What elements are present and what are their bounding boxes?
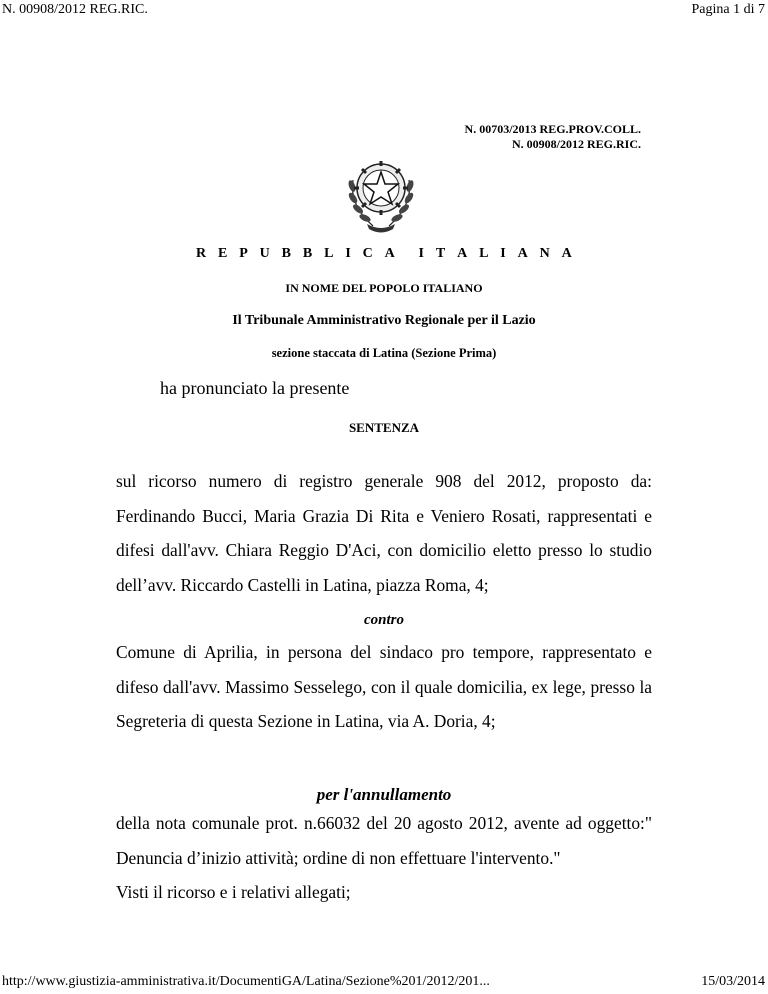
visti-paragraph: Visti il ricorso e i relativi allegati; xyxy=(116,882,351,902)
reference-numbers xyxy=(465,122,641,152)
letter: N xyxy=(539,246,550,261)
letter: A xyxy=(384,246,395,261)
letter: R xyxy=(196,246,207,261)
letter: E xyxy=(218,246,228,261)
repubblica-italiana-heading xyxy=(196,246,572,262)
print-footer-date: 15/03/2014 xyxy=(701,974,765,989)
print-header-page: Pagina 1 di 7 xyxy=(691,2,765,17)
letter: L xyxy=(479,246,489,261)
print-header-left: N. 00908/2012 REG.RIC. xyxy=(2,2,148,17)
intro-text: ha pronunciato la presente xyxy=(160,378,350,398)
sentenza-title: SENTENZA xyxy=(348,420,420,435)
letter: I xyxy=(500,246,506,261)
ricorso-paragraph: sul ricorso numero di registro generale 908 del 2012, proposto da: Ferdinando Bucci, Maria Grazia Di Rita e Veniero Rosati, rappresentati e difesi dall'avv. Chiara Reggio D'Aci, con domicilio eletto presso lo studio dell’avv. Riccardo Castelli in Latina, piazza Roma, 4; xyxy=(116,471,652,595)
tribunale-title: Il Tribunale Amministrativo Regionale per il Lazio xyxy=(232,313,536,328)
comune-paragraph: Comune di Aprilia, in persona del sindaco pro tempore, rappresentato e difeso dall'avv. Massimo Sesselego, con il quale domicilia, ex lege, presso la Segreteria di questa Sezione in Latina, via A. Doria, 4; xyxy=(116,642,652,731)
annullamento-heading: per l'annullamento xyxy=(316,785,452,804)
sezione-title: sezione staccata di Latina (Sezione Prima) xyxy=(271,346,497,360)
letter: I xyxy=(345,246,351,261)
nota-paragraph: della nota comunale prot. n.66032 del 20 agosto 2012, avente ad oggetto:" Denuncia d’inizio attività; ordine di non effettuare l'intervento." xyxy=(116,813,652,868)
letter: B xyxy=(302,246,313,261)
letter: I xyxy=(418,246,424,261)
in-nome-del-popolo: IN NOME DEL POPOLO ITALIANO xyxy=(285,281,483,295)
letter: C xyxy=(362,246,373,261)
print-footer-url: http://www.giustizia-amministrativa.it/DocumentiGA/Latina/Sezione%201/2012/201... xyxy=(2,974,490,989)
letter: B xyxy=(281,246,291,261)
letter: L xyxy=(324,246,334,261)
italian-republic-emblem-icon xyxy=(343,150,419,234)
reg-ric: N. 00908/2012 REG.RIC. xyxy=(511,137,641,151)
letter: U xyxy=(259,246,270,261)
contro-heading: contro xyxy=(363,612,404,628)
letter: T xyxy=(435,246,446,261)
reg-prov-coll: N. 00703/2013 REG.PROV.COLL. xyxy=(464,122,641,136)
letter: P xyxy=(239,246,248,261)
letter: A xyxy=(457,246,468,261)
letter: A xyxy=(517,246,528,261)
letter: A xyxy=(561,246,572,261)
